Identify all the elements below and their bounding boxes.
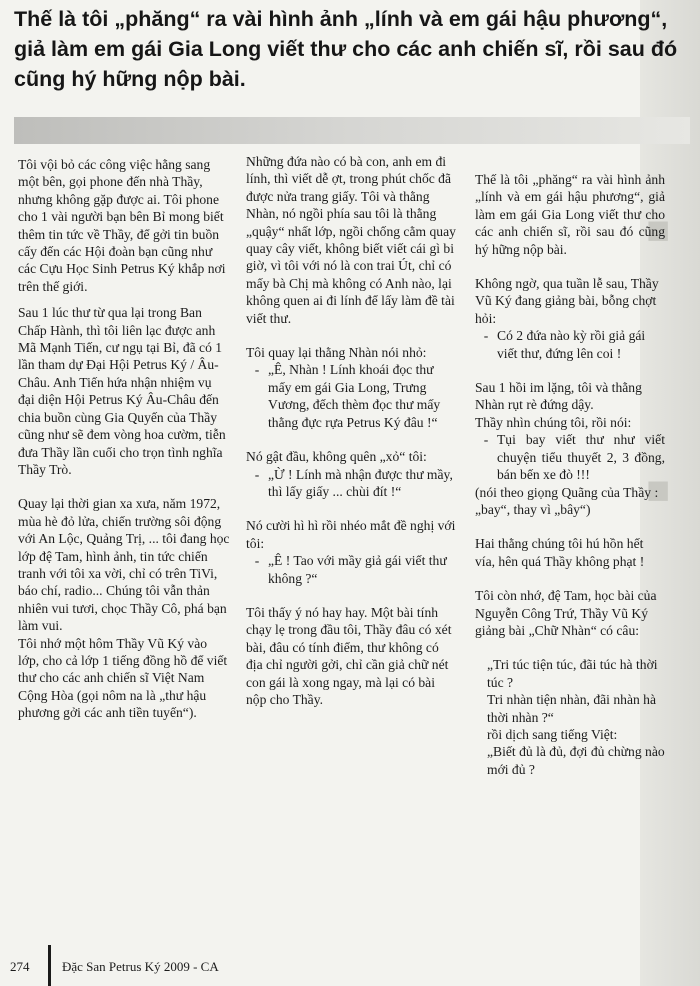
paragraph: rồi dịch sang tiếng Việt:	[487, 726, 618, 742]
ghost-text-shape: ■	[646, 468, 671, 512]
footer-divider	[48, 945, 51, 986]
paragraph: Tôi quay lại thằng Nhàn nói nhỏ:	[246, 345, 427, 361]
paragraph: Tôi còn nhớ, đệ Tam, học bài của Nguyễn Công Trứ, Thầy Vũ Ký giảng bài „Chữ Nhàn“ có câu:	[475, 588, 657, 638]
paragraph: Tôi nhớ một hôm Thầy Vũ Ký vào lớp, cho cả lớp 1 tiếng đồng hồ để viết thư cho các anh chiến sĩ Việt Nam Cộng Hòa (gọi nôm na là „thư hậu phương gởi các anh tiền tuyến“).	[18, 635, 228, 721]
paragraph: Không ngờ, qua tuần lễ sau, Thầy Vũ Ký đang giảng bài, bỗng chợt hỏi:	[475, 276, 659, 326]
verse-line: Tri nhàn tiện nhàn, đãi nhàn hà thời nhàn ?“	[487, 692, 657, 725]
quote-item	[475, 327, 665, 362]
dash-marker: -	[483, 328, 489, 344]
column-3	[475, 171, 665, 778]
paragraph: Tôi vội bỏ các công việc hằng sang một bên, gọi phone đến nhà Thầy, nhưng không gặp được ai. Tôi phone cho 1 vài người bạn bên Bỉ mong biết thêm tin tức về Thầy, để gởi tin buồn cấy đến các Hội đoàn bạn cũng như các Cựu Học Sinh Petrus Ký khắp nơi trên thế giới.	[18, 157, 226, 294]
dash-marker: -	[483, 432, 489, 448]
paragraph: Hai thằng chúng tôi hú hồn hết vía, hên quá Thầy không phạt !	[475, 536, 645, 569]
paragraph: Nó cười hì hì rồi nhéo mắt đề nghị với tôi:	[246, 518, 456, 551]
decorative-banner-bar	[14, 117, 690, 144]
paragraph: Thầy nhìn chúng tôi, rồi nói:	[475, 414, 632, 430]
dash-marker: -	[254, 553, 260, 569]
quote-text: „Ê, Nhàn ! Lính khoái đọc thư mấy em gái Gia Long, Trưng Vương, đếch thèm đọc thư mấy thằng đực rựa Petrus Ký đâu !“	[268, 362, 441, 430]
ghost-text-shape: ■	[646, 208, 671, 252]
dash-marker: -	[254, 362, 260, 378]
dash-marker: -	[254, 466, 260, 482]
quote-text: Tụi bay viết thư như viết chuyện tiểu thuyết 2, 3 đồng, bán bến xe đò !!!	[497, 432, 665, 483]
paragraph: Thế là tôi „phăng“ ra vài hình ảnh „lính và em gái hậu phương“, giả làm em gái Gia Long viết thư cho các anh chiến sĩ, rồi sau đó cũng hý hững nộp bài.	[475, 172, 665, 257]
headline: Thế là tôi „phăng“ ra vài hình ảnh „lính và em gái hậu phương“, giả làm em gái Gia Long viết thư cho các anh chiến sĩ, rồi sau đó cũng hý hững nộp bài.	[14, 7, 678, 91]
quote-item	[475, 431, 665, 483]
paragraph: Sau 1 lúc thư từ qua lại trong Ban Chấp Hành, thì tôi liên lạc được anh Mã Mạnh Tiến, cư ngụ tại Bỉ, đã có 1 lần tham dự Đại Hội Petrus Ký / Âu-Châu. Anh Tiến hứa nhận nhiệm vụ đại diện Hội Petrus Ký Âu-Châu đến chia buồn cùng Gia Quyến của Thầy cũng như sẽ đem vòng hoa cườm, tiễn đưa Thầy lần cuối cho trọn tình nghĩa Thầy Trò.	[18, 305, 226, 477]
paragraph: Quay lại thời gian xa xưa, năm 1972, mùa hè đỏ lửa, chiến trường sôi động với An Lộc, Quảng Trị, ... tôi đang học lớp đệ Tam, hình ảnh, tin tức chiến tranh với tôi xa vời, chỉ có trên TiVi, báo chí, radio... Chúng tôi vẫn thản nhiên vui tươi, chọc Thầy Cô, phá bạn làm vui.	[18, 496, 230, 634]
paragraph: Những đứa nào có bà con, anh em đi lính, thì viết dễ ợt, trong phút chốc đã được nửa trang giấy. Tôi và thằng Nhàn, nó ngồi phía sau tôi là thằng „quậy“ nhất lớp, ngồi chống cằm quay quay cây viết, không biết viết cái gì bi giờ, vì tôi với nó là con trai Út, chỉ có mấy bà Chị mà không có Anh nào, lại không quen ai đi lính để lấy làm đề tài viết thư.	[246, 154, 456, 326]
paragraph: Tôi thấy ý nó hay hay. Một bài tính chạy lẹ trong đầu tôi, Thầy đâu có xét bài, đâu có tính điểm, thư không có địa chỉ người gởi, chỉ cần giả chữ nét con gái là xong ngay, mà lại có bài nộp cho Thầy.	[246, 604, 452, 707]
quote-item	[246, 552, 458, 587]
publication-name: Đặc San Petrus Ký 2009 - CA	[62, 959, 219, 974]
quote-text: „Ừ ! Lính mà nhận được thư mầy, thì lấy giấy ... chùi đít !“	[268, 466, 453, 499]
paragraph: (nói theo giọng Quãng của Thầy : „bay“, thay vì „bây“)	[475, 484, 659, 517]
page-number: 274	[10, 959, 30, 974]
paragraph: Sau 1 hồi im lặng, tôi và thằng Nhàn rụt rè đứng dậy.	[475, 380, 642, 413]
column-2	[246, 153, 458, 708]
column-1	[18, 156, 230, 722]
quote-item	[246, 466, 458, 501]
quote-text: Có 2 đứa nào kỳ rồi giả gái viết thư, đứng lên coi !	[497, 328, 646, 361]
quote-item	[246, 361, 458, 431]
paragraph: Nó gật đầu, không quên „xỏ“ tôi:	[246, 449, 427, 465]
quote-text: „Ê ! Tao với mầy giả gái viết thư không ?“	[268, 553, 447, 586]
verse-line: „Biết đủ là đủ, đợi đủ chừng nào mới đủ ?	[487, 744, 665, 777]
verse-line: „Tri túc tiện túc, đãi túc hà thời túc ?	[487, 657, 658, 690]
